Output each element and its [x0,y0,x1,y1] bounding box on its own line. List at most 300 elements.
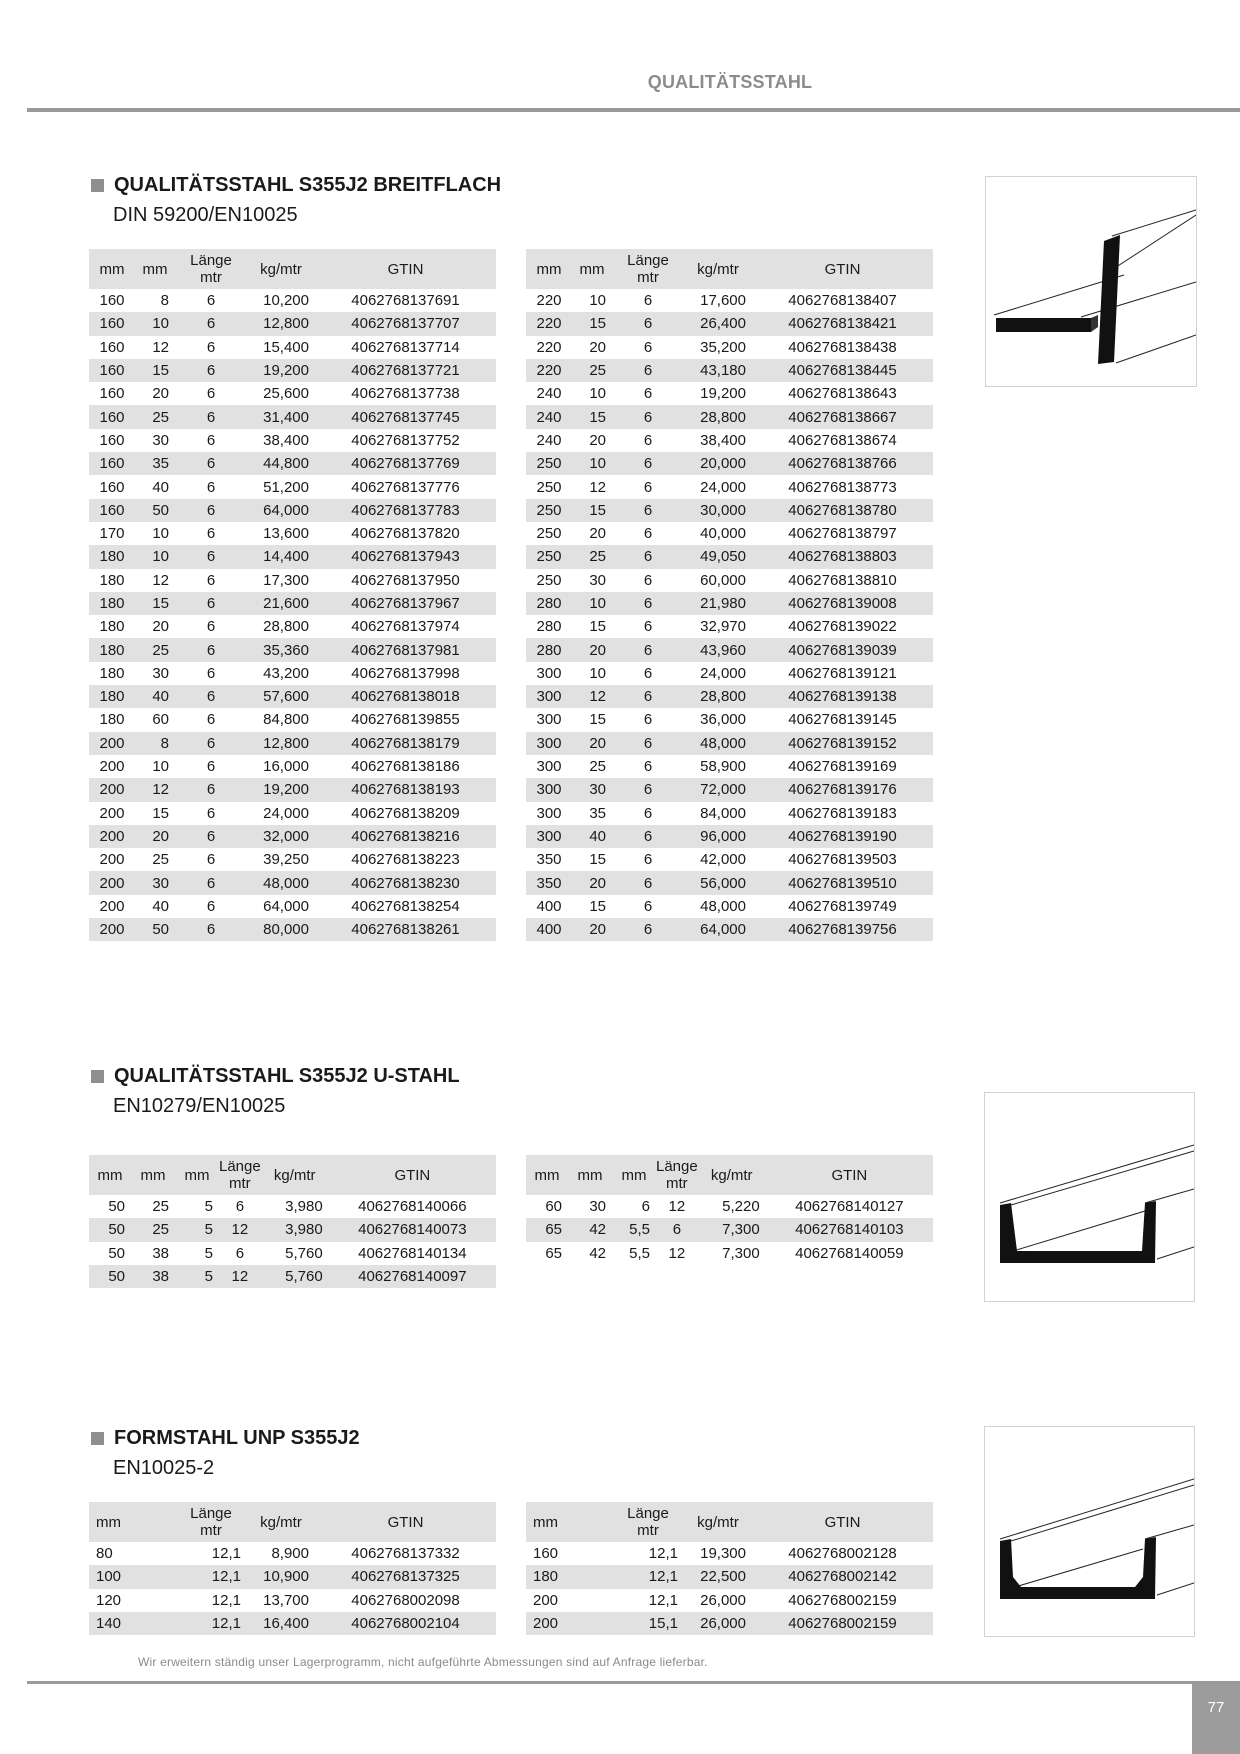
table-cell: 160 [89,452,135,475]
col-header: GTIN [752,249,933,289]
table-cell: 20 [572,871,612,894]
table-cell: 7,300 [722,1244,760,1262]
table-row [89,778,496,801]
table-row [526,522,933,545]
table-row [526,569,933,592]
table-cell: 4062768139503 [788,851,897,869]
table-cell: 48,000 [684,732,752,755]
table-cell: 200 [99,804,125,822]
table-cell: 35,360 [247,638,315,661]
table-row [526,848,933,871]
table-cell: 24,000 [700,478,746,496]
table-cell: 6 [175,359,247,382]
table-cell: 180 [89,592,135,615]
table-row [89,499,496,522]
table-cell: 20 [572,638,612,661]
table-cell: 12,1 [211,1591,241,1609]
table-cell: 10,900 [247,1565,315,1588]
table-row [89,522,496,545]
table-cell: 4062768002104 [315,1612,496,1635]
table-row [526,359,933,382]
table-cell: 240 [536,385,562,403]
table-cell: 6 [206,525,216,543]
table-row [526,615,933,638]
table-cell: 12 [668,1244,686,1262]
table-cell: 160 [99,478,125,496]
section-subtitle: EN10279/EN10025 [113,1095,286,1117]
table-cell: 4062768137721 [315,359,496,382]
table-cell: 16,400 [247,1612,315,1635]
table-cell: 4062768002159 [752,1612,933,1635]
table-cell: 4062768138643 [788,385,897,403]
table-cell: 8 [135,732,175,755]
table-cell: 6 [206,711,216,729]
table-cell: 20 [152,618,169,636]
table-cell: 4062768138438 [788,338,897,356]
table-row [89,1242,496,1265]
table-cell: 30 [589,571,606,589]
table-cell: 4062768137325 [315,1565,496,1588]
table-cell: 84,800 [263,711,309,729]
col-header: mm [131,1155,175,1195]
table-row [89,1542,496,1565]
table-cell: 10 [152,525,169,543]
table-cell: 6 [643,664,653,682]
table-cell: 12,1 [648,1545,678,1563]
table-cell: 10 [589,664,606,682]
table-cell: 6 [643,618,653,636]
table-cell: 4062768137998 [351,664,460,682]
table-cell: 6 [643,804,653,822]
table-cell: 6 [206,851,216,869]
table-cell: 200 [99,758,125,776]
table-cell: 20,000 [684,452,752,475]
table-row [89,429,496,452]
table-cell: 50 [135,499,175,522]
breitflach-table-left [89,249,496,941]
section-title: QUALITÄTSSTAHL S355J2 U-STAHL [114,1064,460,1087]
table-cell: 12 [219,1265,261,1288]
table-cell: 21,600 [247,592,315,615]
table-cell: 25 [152,851,169,869]
table-cell: 140 [89,1612,175,1635]
table-cell: 6 [175,592,247,615]
table-cell: 15 [152,804,169,822]
table-cell: 4062768139176 [752,778,933,801]
table-cell: 32,000 [247,825,315,848]
table-cell: 6 [612,545,684,568]
table-cell: 3,980 [285,1198,323,1216]
table-cell: 4062768138193 [315,778,496,801]
table-cell: 31,400 [247,405,315,428]
table-cell: 40 [572,825,612,848]
table-cell: 10 [572,452,612,475]
table-cell: 28,800 [684,405,752,428]
table-cell: 40 [135,685,175,708]
table-cell: 15 [589,851,606,869]
table-row [526,592,933,615]
table-row [526,918,933,941]
table-cell: 250 [536,478,562,496]
table-cell: 6 [206,758,216,776]
table-cell: 30 [152,431,169,449]
col-header: GTIN [752,1502,933,1542]
table-cell: 200 [99,851,125,869]
section-heading-breitflach [91,172,501,198]
table-cell: 25 [572,359,612,382]
table-cell: 6 [175,312,247,335]
table-cell: 6 [643,385,653,403]
col-header: kg/mtr [698,1155,766,1195]
table-cell: 6 [612,405,684,428]
section-heading-formstahl-unp [91,1425,360,1451]
table-cell: 43,200 [263,664,309,682]
table-cell: 4062768137752 [351,431,460,449]
table-cell: 200 [89,732,135,755]
table-cell: 44,800 [247,452,315,475]
table-cell: 35,200 [700,338,746,356]
table-cell: 40 [152,478,169,496]
col-header: mm [89,1155,131,1195]
table-cell: 4062768139152 [752,732,933,755]
table-cell: 84,000 [700,804,746,822]
table-cell: 30 [589,1198,606,1216]
table-cell: 6 [612,918,684,941]
table-cell: 400 [526,918,572,941]
table-cell: 6 [235,1198,245,1216]
table-cell: 160 [99,431,125,449]
table-cell: 12 [572,685,612,708]
table-cell: 6 [175,871,247,894]
table-cell: 4062768138230 [315,871,496,894]
table-cell: 6 [175,732,247,755]
table-cell: 20 [572,732,612,755]
table-cell: 4062768138209 [351,804,460,822]
table-row [89,825,496,848]
table-cell: 50 [108,1244,125,1262]
table-cell: 6 [206,385,216,403]
table-cell: 22,500 [684,1565,752,1588]
table-cell: 56,000 [684,871,752,894]
table-cell: 4062768137967 [315,592,496,615]
table-cell: 25 [131,1218,175,1241]
table-cell: 40 [152,897,169,915]
table-cell: 6 [175,778,247,801]
table-cell: 200 [89,871,135,894]
table-cell: 350 [526,871,572,894]
table-cell: 5 [204,1198,213,1216]
table-cell: 13,600 [263,525,309,543]
table-row [89,848,496,871]
table-row [526,1565,933,1588]
table-cell: 6 [643,525,653,543]
table-cell: 160 [89,499,135,522]
table-cell: 20 [589,338,606,356]
table-row [526,708,933,731]
table-cell: 50 [89,1265,131,1288]
col-header: mm [526,249,572,289]
table-cell: 6 [206,804,216,822]
table-row [89,312,496,335]
table-cell: 21,980 [684,592,752,615]
table-cell: 120 [96,1591,122,1609]
u-stahl-table-right [526,1155,933,1265]
table-cell: 50 [89,1218,131,1241]
section-title: FORMSTAHL UNP S355J2 [114,1426,360,1449]
table-cell: 4062768138261 [315,918,496,941]
table-row [526,475,933,498]
table-cell: 96,000 [684,825,752,848]
table-cell: 19,300 [700,1545,746,1563]
col-header: kg/mtr [261,1155,329,1195]
table-cell: 50 [135,918,175,941]
table-cell: 300 [536,664,562,682]
table-row [89,871,496,894]
table-cell: 17,300 [263,571,309,589]
table-cell: 40,000 [700,525,746,543]
table-cell: 49,050 [684,545,752,568]
table-cell: 4062768137820 [351,525,460,543]
table-cell: 6 [612,871,684,894]
table-cell: 6 [175,499,247,522]
table-cell: 240 [526,405,572,428]
table-cell: 4062768138018 [315,685,496,708]
table-cell: 4062768140103 [766,1218,933,1241]
table-cell: 6 [175,638,247,661]
table-cell: 200 [533,1591,559,1609]
table-cell: 6 [643,478,653,496]
table-cell: 10,200 [263,292,309,310]
table-cell: 4062768138766 [752,452,933,475]
table-row [526,429,933,452]
table-cell: 65 [545,1244,562,1262]
table-row [526,289,933,312]
table-row [526,499,933,522]
table-cell: 300 [526,778,572,801]
col-header: GTIN [315,249,496,289]
table-cell: 180 [89,685,135,708]
table-cell: 6 [612,685,684,708]
table-cell: 5,760 [285,1244,323,1262]
col-header: mm [572,249,612,289]
table-cell: 6 [206,618,216,636]
table-cell: 25 [152,1198,169,1216]
table-row [89,1612,496,1635]
table-row [526,312,933,335]
table-cell: 12,1 [175,1565,247,1588]
col-header: mm [526,1502,612,1542]
table-cell: 4062768138254 [351,897,460,915]
table-cell: 4062768002159 [788,1591,897,1609]
table-cell: 180 [99,618,125,636]
col-header: GTIN [766,1155,933,1195]
table-cell: 15,400 [263,338,309,356]
table-cell: 200 [99,897,125,915]
table-cell: 6 [612,359,684,382]
table-cell: 16,000 [263,758,309,776]
table-cell: 5 [204,1244,213,1262]
table-cell: 4062768139183 [788,804,897,822]
table-cell: 42 [568,1218,612,1241]
table-cell: 20 [135,825,175,848]
table-cell: 28,800 [684,685,752,708]
table-cell: 6 [206,897,216,915]
table-cell: 180 [89,545,135,568]
table-row [526,545,933,568]
table-cell: 5,5 [612,1218,656,1241]
table-cell: 300 [536,804,562,822]
table-cell: 5 [175,1265,219,1288]
table-cell: 4062768137769 [315,452,496,475]
table-cell: 4062768138780 [752,499,933,522]
table-cell: 12 [219,1218,261,1241]
table-cell: 38,400 [263,431,309,449]
col-header: GTIN [329,1155,496,1195]
table-cell: 250 [526,452,572,475]
table-cell: 200 [526,1612,612,1635]
table-cell: 100 [89,1565,175,1588]
table-cell: 4062768137943 [315,545,496,568]
table-row [526,802,933,825]
table-cell: 35 [589,804,606,822]
table-cell: 200 [89,825,135,848]
table-row [526,1589,933,1612]
table-cell: 4062768138667 [752,405,933,428]
table-cell: 39,250 [263,851,309,869]
col-header: kg/mtr [247,249,315,289]
table-cell: 35 [135,452,175,475]
col-header: mm [526,1155,568,1195]
table-row [89,732,496,755]
table-cell: 6 [656,1218,698,1241]
table-cell: 30 [135,871,175,894]
table-cell: 6 [641,1198,650,1216]
table-cell: 6 [643,711,653,729]
table-cell: 180 [99,571,125,589]
table-row [89,1265,496,1288]
table-cell: 15 [589,711,606,729]
table-cell: 4062768137783 [315,499,496,522]
table-row [89,615,496,638]
table-cell: 4062768138773 [788,478,897,496]
table-row [89,802,496,825]
table-cell: 48,000 [247,871,315,894]
section-heading-u-stahl [91,1063,460,1089]
table-cell: 160 [89,405,135,428]
table-cell: 160 [99,338,125,356]
flat-bar-illustration [985,176,1197,387]
unp-table-right [526,1502,933,1635]
table-cell: 4062768137714 [351,338,460,356]
table-cell: 12,800 [247,732,315,755]
table-row [526,336,933,359]
table-cell: 4062768137738 [351,385,460,403]
table-cell: 12,1 [211,1545,241,1563]
table-cell: 4062768139008 [752,592,933,615]
table-row [89,1565,496,1588]
table-cell: 43,180 [684,359,752,382]
table-cell: 4062768138803 [752,545,933,568]
table-cell: 12 [668,1198,686,1216]
table-cell: 6 [206,338,216,356]
table-cell: 20 [572,918,612,941]
table-cell: 4062768137981 [315,638,496,661]
col-header: mm [612,1155,656,1195]
table-cell: 6 [206,292,216,310]
table-cell: 25 [572,545,612,568]
table-cell: 10 [135,312,175,335]
table-row [89,662,496,685]
table-cell: 4062768138223 [351,851,460,869]
col-header: mm [568,1155,612,1195]
table-cell: 6 [643,338,653,356]
table-cell: 6 [175,545,247,568]
table-cell: 5,220 [722,1198,760,1216]
table-cell: 4062768138810 [788,571,897,589]
table-cell: 10 [572,592,612,615]
u-stahl-table-left [89,1155,496,1288]
table-cell: 6 [612,778,684,801]
table-row [89,405,496,428]
table-cell: 15 [589,618,606,636]
table-cell: 220 [526,312,572,335]
table-cell: 4062768139022 [788,618,897,636]
table-cell: 80,000 [247,918,315,941]
table-cell: 4062768137974 [351,618,460,636]
table-cell: 32,970 [700,618,746,636]
table-row [89,452,496,475]
table-cell: 6 [612,638,684,661]
table-cell: 4062768138407 [788,292,897,310]
table-cell: 4062768138179 [315,732,496,755]
table-row [526,825,933,848]
table-cell: 160 [89,312,135,335]
table-cell: 250 [526,499,572,522]
col-header: Länge mtr [175,1502,247,1542]
table-row [89,895,496,918]
table-cell: 48,000 [700,897,746,915]
table-cell: 30 [572,778,612,801]
table-cell: 160 [89,359,135,382]
col-header: Länge mtr [612,249,684,289]
table-cell: 25,600 [263,385,309,403]
table-cell: 5,760 [261,1265,329,1288]
flat-bar-profile-icon [986,177,1196,386]
col-header: Länge mtr [612,1502,684,1542]
table-row [526,1542,933,1565]
table-cell: 12 [152,338,169,356]
table-cell: 10 [589,292,606,310]
col-header: kg/mtr [684,249,752,289]
col-header: kg/mtr [684,1502,752,1542]
col-header: mm [89,1502,175,1542]
table-cell: 10 [589,385,606,403]
table-row [89,382,496,405]
table-cell: 13,700 [263,1591,309,1609]
table-cell: 4062768137776 [351,478,460,496]
table-cell: 4062768140134 [358,1244,467,1262]
table-cell: 4062768140073 [329,1218,496,1241]
table-cell: 25 [589,758,606,776]
table-cell: 300 [536,758,562,776]
table-cell: 6 [643,758,653,776]
table-row [526,452,933,475]
table-row [89,592,496,615]
table-cell: 20 [589,431,606,449]
table-cell: 5 [175,1218,219,1241]
table-row [89,708,496,731]
table-cell: 6 [612,825,684,848]
